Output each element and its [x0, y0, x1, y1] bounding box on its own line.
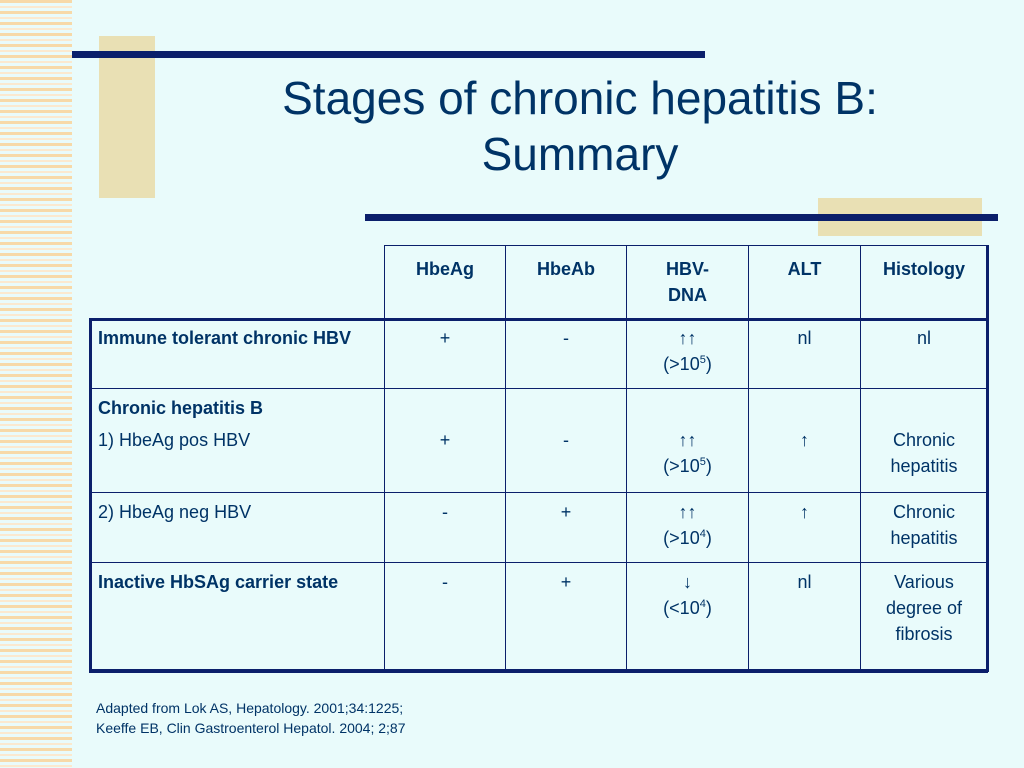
cell-alt: ↑ — [749, 389, 861, 493]
cell-hbv-dna — [627, 493, 749, 563]
table-header-row — [90, 246, 988, 319]
cell-hbeab: + — [506, 493, 627, 563]
cell-hbeag: + — [385, 319, 506, 389]
cell-hbeag: + — [385, 389, 506, 493]
header-histology: Histology — [861, 246, 988, 319]
row-label: 2) HbeAg neg HBV — [90, 493, 385, 563]
title-rule-top — [72, 51, 705, 58]
header-alt: ALT — [749, 246, 861, 319]
row-label: Inactive HbSAg carrier state — [90, 563, 385, 673]
cell-histology — [861, 389, 988, 493]
dna-prefix: (<10 — [663, 598, 700, 618]
citation — [96, 698, 406, 738]
dna-arrows: ↓ — [683, 572, 692, 592]
dna-arrows: ↑↑ — [678, 502, 697, 522]
table-header-frame-edge — [986, 245, 989, 321]
slide-title-line1: Stages of chronic hepatitis B: — [282, 72, 878, 124]
dna-exponent: 4 — [699, 598, 706, 610]
histology-line: hepatitis — [890, 528, 958, 548]
cell-hbeab: - — [506, 389, 627, 493]
cell-hbv-dna — [627, 389, 749, 493]
histology-line: degree of — [885, 598, 963, 618]
decorative-block-top — [99, 36, 155, 198]
histology-line: hepatitis — [890, 456, 958, 476]
header-hbeag: HbeAg — [385, 246, 506, 319]
dna-suffix: ) — [705, 354, 712, 374]
row-label-sub: 1) HbeAg pos HBV — [98, 430, 251, 450]
header-blank-cell — [90, 246, 385, 319]
row-label-heading: Chronic hepatitis B — [98, 398, 264, 418]
table-row — [90, 493, 988, 563]
cell-hbv-dna — [627, 563, 749, 673]
cell-hbv-dna — [627, 319, 749, 389]
header-hbv-dna — [627, 246, 749, 319]
histology-line: Chronic — [892, 502, 956, 522]
dna-prefix: (>10 — [663, 354, 700, 374]
dna-arrows: ↑↑ — [678, 430, 697, 450]
dna-arrows: ↑↑ — [678, 328, 697, 348]
cell-alt: nl — [749, 563, 861, 673]
citation-line1: Adapted from Lok AS, Hepatology. 2001;34:1225; — [96, 700, 404, 716]
dna-exponent: 4 — [699, 528, 706, 540]
dna-suffix: ) — [705, 528, 712, 548]
slide-title-line2: Summary — [481, 128, 679, 180]
histology-line: Various — [894, 572, 954, 592]
dna-suffix: ) — [705, 598, 712, 618]
dna-exponent: 5 — [699, 456, 706, 468]
header-hbv-dna-line2: DNA — [668, 285, 707, 305]
cell-hbeab: - — [506, 319, 627, 389]
decorative-stripes — [0, 0, 72, 768]
cell-hbeag: - — [385, 493, 506, 563]
histology-line: fibrosis — [895, 624, 953, 644]
slide-title — [160, 70, 1000, 182]
dna-suffix: ) — [705, 456, 712, 476]
table-row — [90, 319, 988, 389]
header-hbeab: HbeAb — [506, 246, 627, 319]
stages-table — [89, 245, 988, 673]
row-label: Immune tolerant chronic HBV — [90, 319, 385, 389]
dna-prefix: (>10 — [663, 528, 700, 548]
cell-histology — [861, 563, 988, 673]
cell-alt: nl — [749, 319, 861, 389]
dna-exponent: 5 — [699, 354, 706, 366]
cell-hbeag: - — [385, 563, 506, 673]
header-hbv-dna-line1: HBV- — [665, 259, 709, 279]
cell-hbeab: + — [506, 563, 627, 673]
cell-alt: ↑ — [749, 493, 861, 563]
cell-histology: nl — [861, 319, 988, 389]
citation-line2: Keeffe EB, Clin Gastroenterol Hepatol. 2004; 2;87 — [96, 720, 406, 736]
cell-histology — [861, 493, 988, 563]
table-row — [90, 563, 988, 673]
histology-line: Chronic — [892, 430, 956, 450]
row-label — [90, 389, 385, 493]
title-rule-bottom — [365, 214, 998, 221]
dna-prefix: (>10 — [663, 456, 700, 476]
table-row — [90, 389, 988, 493]
